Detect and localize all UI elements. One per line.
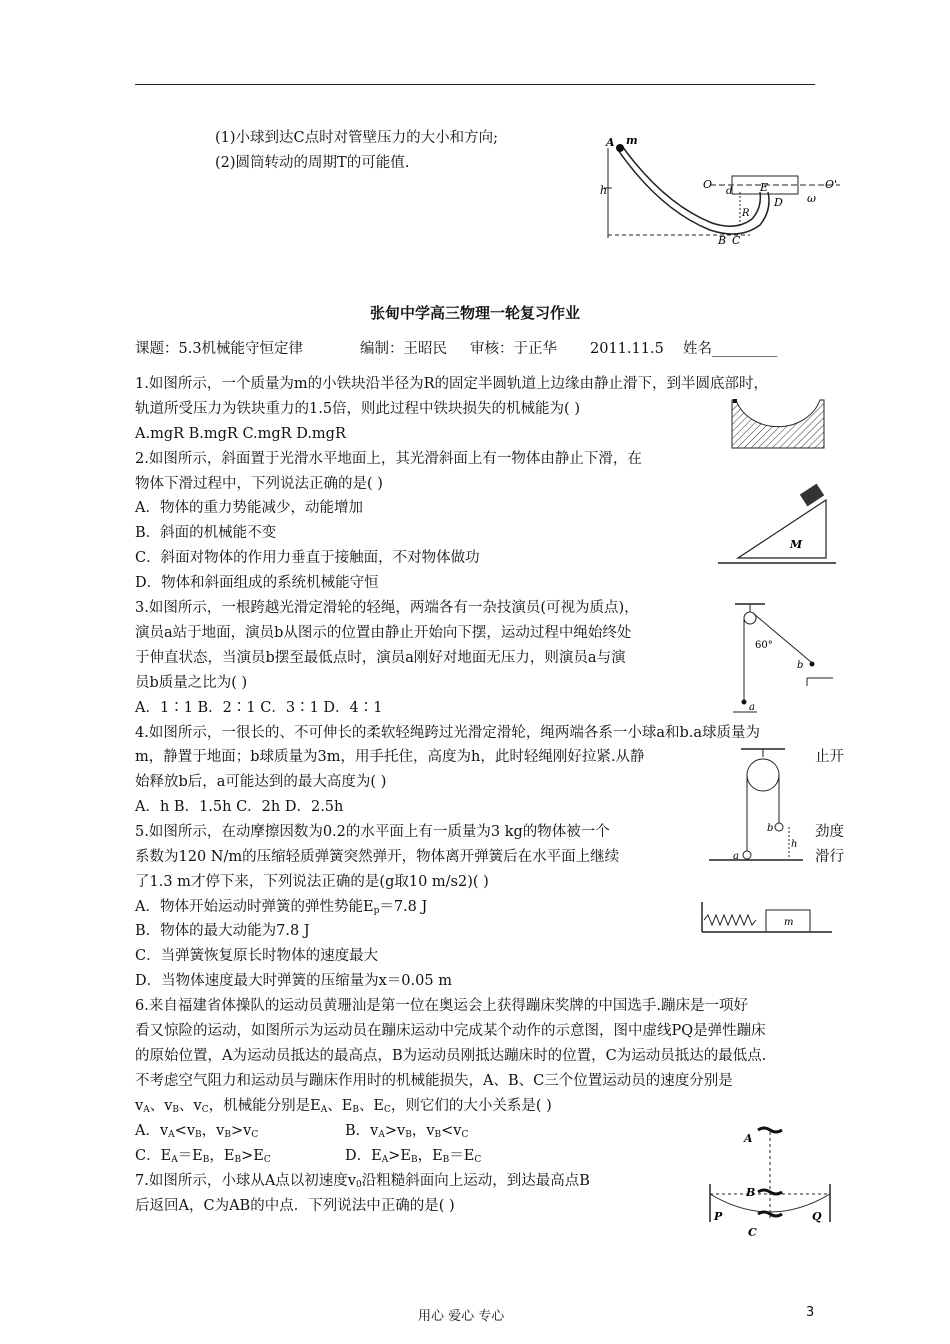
fig-label-a2: a xyxy=(733,851,739,862)
meta-editor: 编制：王昭民 xyxy=(360,341,447,357)
fig-label-b: b xyxy=(797,660,804,671)
fig-label-m2: m xyxy=(784,917,794,928)
trampoline-figure xyxy=(700,1118,840,1240)
q1-options: A.mgR B.mgR C.mgR D.mgR xyxy=(135,426,346,442)
q5-option-a: A．物体开始运动时弹簧的弹性势能$E_p=7.8$ J xyxy=(135,899,428,916)
fig-label-omega: ω xyxy=(807,192,816,205)
q5-option-b: B．物体的最大动能为7.8 J xyxy=(135,923,310,939)
q3-line2: 演员a站于地面，演员b从图示的位置由静止开始向下摆，运动过程中绳始终处 xyxy=(135,625,632,641)
fig-label-B: B xyxy=(718,234,727,245)
q6-line1: 6.来自福建省体操队的运动员黄珊汕是第一位在奥运会上获得蹦床奖牌的中国选手.蹦床是一项好 xyxy=(135,998,748,1014)
q6-option-b: B．$v_A>v_B$，$v_B<v_C$ xyxy=(345,1123,469,1140)
fig-label-A3: A xyxy=(744,1132,753,1145)
q3-line3: 于伸直状态，当演员b摆至最低点时，演员a刚好对地面无压力，则演员a与演 xyxy=(135,650,626,666)
q7-line1: 7.如图所示，小球从A点以初速度$v_0$沿粗糙斜面向上运动，到达最高点B xyxy=(135,1173,590,1190)
q1-line2: 轨道所受压力为铁块重力的1.5倍，则此过程中铁块损失的机械能为( ) xyxy=(135,401,580,417)
fig-label-h2: h xyxy=(791,839,798,850)
q2-option-c: C．斜面对物体的作用力垂直于接触面，不对物体做功 xyxy=(135,550,480,566)
q4-line2: m，静置于地面；b球质量为3m，用手托住，高度为h，此时轻绳刚好拉紧.从静 xyxy=(135,749,645,765)
header-rule xyxy=(135,84,815,85)
fig-label-A: A xyxy=(606,136,615,149)
q2-line1: 2.如图所示，斜面置于光滑水平地面上，其光滑斜面上有一物体由静止下滑，在 xyxy=(135,451,642,467)
fig-label-R: R xyxy=(742,208,750,219)
q3-line1: 3.如图所示，一根跨越光滑定滑轮的轻绳，两端各有一杂技演员(可视为质点)， xyxy=(135,600,639,616)
q2-option-b: B．斜面的机械能不变 xyxy=(135,525,277,541)
q5-line1: 5.如图所示，在动摩擦因数为0.2的水平面上有一质量为3 kg的物体被一个 xyxy=(135,824,610,840)
page-title: 张甸中学高三物理一轮复习作业 xyxy=(369,304,580,322)
q5-line3: 了1.3 m才停下来，下列说法正确的是(g取10 m/s2)( ) xyxy=(135,874,489,890)
q4-line3: 始释放b后，a可能达到的最大高度为( ) xyxy=(135,774,387,790)
footer-motto: 用心 爱心 专心 xyxy=(418,1309,505,1324)
q2-option-d: D．物体和斜面组成的系统机械能守恒 xyxy=(135,575,379,591)
fig-label-m: m xyxy=(626,134,638,147)
q5-option-d: D．当物体速度最大时弹簧的压缩量为x＝0.05 m xyxy=(135,973,452,989)
meta-subject: 课题：5.3机械能守恒定律 xyxy=(135,341,304,357)
fig-label-a: a xyxy=(749,702,755,713)
fig-label-C3: C xyxy=(748,1226,757,1239)
fig-label-D: D xyxy=(774,196,783,209)
fig-label-P: P xyxy=(714,1210,723,1223)
q6-option-c: C．$E_A=E_B$，$E_B>E_C$ xyxy=(135,1148,271,1165)
meta-date: 2011.11.5 xyxy=(590,341,664,357)
fig-label-h: h xyxy=(600,184,608,197)
q2-option-a: A．物体的重力势能减少，动能增加 xyxy=(135,500,363,516)
q4-line2-tail: 止开 xyxy=(815,749,844,765)
semicircle-track-figure xyxy=(730,398,826,450)
fig-label-60: 60° xyxy=(755,640,773,651)
page-number: 3 xyxy=(806,1305,815,1320)
q2-line2: 物体下滑过程中，下列说法正确的是( ) xyxy=(135,476,383,492)
q4-line1: 4.如图所示，一很长的、不可伸长的柔软轻绳跨过光滑定滑轮，绳两端各系一小球a和b.a球质量为 xyxy=(135,725,761,741)
fig-label-d: d xyxy=(726,186,733,197)
q5-line2: 系数为120 N/m的压缩轻质弹簧突然弹开，物体离开弹簧后在水平面上继续 xyxy=(135,849,620,865)
q7-line2: 后返回A，C为AB的中点．下列说法中正确的是( ) xyxy=(135,1198,455,1214)
top-question-2: (2)圆筒转动的周期T的可能值. xyxy=(215,155,410,171)
fig-label-b2: b xyxy=(767,823,774,834)
fig-label-E: E xyxy=(760,181,769,194)
q6-option-d: D．$E_A>E_B$，$E_B=E_C$ xyxy=(345,1148,482,1165)
q6-line2: 看又惊险的运动，如图所示为运动员在蹦床运动中完成某个动作的示意图，图中虚线PQ是弹性蹦床 xyxy=(135,1023,766,1039)
fig-label-O2: O' xyxy=(825,178,838,191)
q6-line3: 的原始位置，A为运动员抵达的最高点，B为运动员刚抵达蹦床时的位置，C为运动员抵达的最低点. xyxy=(135,1048,767,1064)
fig-label-O: O xyxy=(703,178,713,191)
q6-line4: 不考虑空气阻力和运动员与蹦床作用时的机械能损失，A、B、C三个位置运动员的速度分别是 xyxy=(135,1073,733,1089)
q3-options: A．1∶1 B．2∶1 C．3∶1 D．4∶1 xyxy=(135,700,383,716)
q6-line5: $v_A$、$v_B$、$v_C$，机械能分别是$E_A$、$E_B$、$E_C$，则它们的大小关系是( ) xyxy=(135,1098,552,1115)
meta-reviewer: 审核：于正华 xyxy=(470,341,557,357)
q5-line2-tail: 滑行 xyxy=(815,849,844,865)
q6-option-a: A．$v_A<v_B$，$v_B>v_C$ xyxy=(135,1123,259,1140)
pulley-acrobats-figure xyxy=(725,600,835,715)
incline-figure xyxy=(718,478,838,568)
fig-label-M: M xyxy=(790,538,803,551)
tube-track-figure xyxy=(600,130,850,245)
fig-label-C: C xyxy=(732,234,741,245)
fig-label-B3: B xyxy=(746,1186,756,1199)
q5-option-c: C．当弹簧恢复原长时物体的速度最大 xyxy=(135,948,379,964)
q1-line1: 1.如图所示，一个质量为m的小铁块沿半径为R的固定半圆轨道上边缘由静止滑下，到半圆底部时， xyxy=(135,376,768,392)
top-question-1: (1)小球到达C点时对管壁压力的大小和方向; xyxy=(215,130,499,146)
spring-block-figure xyxy=(696,898,836,940)
q5-line1-tail: 劲度 xyxy=(815,824,844,840)
pulley-balls-figure xyxy=(705,745,805,865)
q3-line4: 员b质量之比为( ) xyxy=(135,675,248,691)
fig-label-Q: Q xyxy=(812,1210,822,1223)
meta-name: 姓名_________ xyxy=(683,341,778,357)
q4-options: A．h B．1.5h C．2h D．2.5h xyxy=(135,799,344,815)
